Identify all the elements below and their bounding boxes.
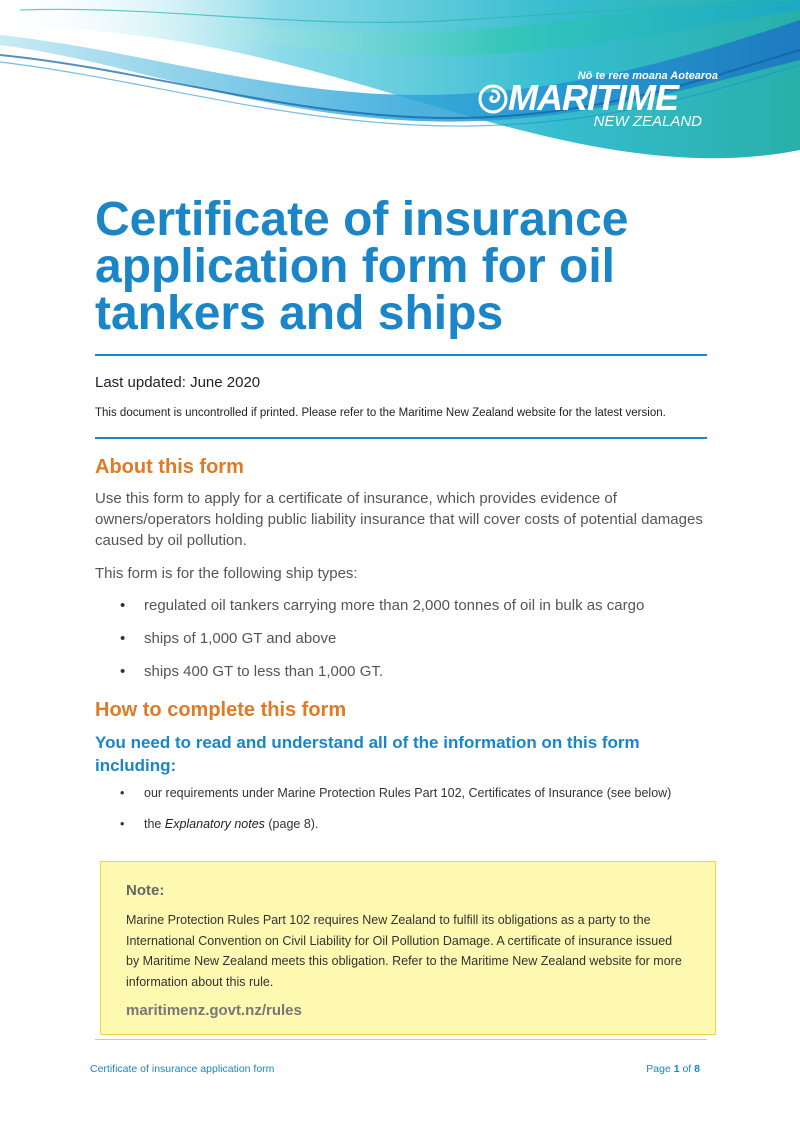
page-label: Page: [646, 1063, 671, 1075]
note-body: Marine Protection Rules Part 102 requires New Zealand to fulfill its obligations as a party to the International Convention on Civil Liability for Oil Pollution Damage. A certificate of insurance issued by Maritime New Zealand meets this obligation. Refer to the Maritime New Zealand website for more information about this rule.: [126, 913, 682, 989]
maritime-nz-logo: [478, 70, 718, 132]
list-item: • ships 400 GT to less than 1,000 GT.: [120, 663, 644, 696]
how-subheading: You need to read and understand all of the information on this form including:: [95, 733, 640, 775]
how-heading: How to complete this form: [95, 699, 347, 721]
list-item: • regulated oil tankers carrying more than 2,000 tonnes of oil in bulk as cargo: [120, 597, 644, 630]
title-line: Certificate of insurance: [95, 193, 629, 246]
explanatory-notes-link[interactable]: Explanatory notes: [164, 817, 265, 831]
note-box: [100, 861, 716, 1035]
last-updated: Last updated: June 2020: [95, 374, 261, 391]
item-text: the: [144, 817, 165, 831]
ship-types-intro: This form is for the following ship types:: [95, 565, 358, 582]
note-title: Note:: [126, 882, 165, 899]
logo-tagline: Nō te rere moana Aotearoa: [577, 70, 718, 82]
logo-wordmark: MARITIME: [508, 77, 678, 118]
page-number: [646, 1063, 700, 1075]
list-item: • our requirements under Marine Protection Rules Part 102, Certificates of Insurance (see below): [120, 786, 671, 817]
footer-doc-name: Certificate of insurance application form: [90, 1063, 275, 1075]
title-line: application form for oil: [95, 240, 616, 293]
ship-types-list: [120, 597, 644, 696]
uncontrolled-notice: This document is uncontrolled if printed. Please refer to the Maritime New Zealand website for the latest version.: [95, 407, 666, 419]
page-of: of: [682, 1063, 692, 1075]
list-item: • ships of 1,000 GT and above: [120, 630, 644, 663]
requirements-list: [120, 786, 671, 831]
list-item: [120, 817, 671, 831]
koru-emblem-icon: [478, 84, 508, 114]
about-heading: About this form: [95, 456, 244, 478]
divider-top: [95, 354, 707, 356]
divider-bottom: [95, 437, 707, 439]
page-title: [95, 193, 755, 340]
item-text: (page 8).: [264, 817, 319, 831]
page-current: 1: [673, 1063, 680, 1075]
footer-divider: [95, 1039, 707, 1040]
rules-link[interactable]: maritimenz.govt.nz/rules: [126, 1002, 302, 1019]
title-line: tankers and ships: [95, 287, 504, 340]
page-total: 8: [694, 1063, 700, 1075]
logo-subtitle: NEW ZEALAND: [593, 113, 702, 130]
about-intro: Use this form to apply for a certificate of insurance, which provides evidence of owners/operators holding public liability insurance that will cover costs of potential damages caused by oil pollution.: [95, 490, 703, 549]
